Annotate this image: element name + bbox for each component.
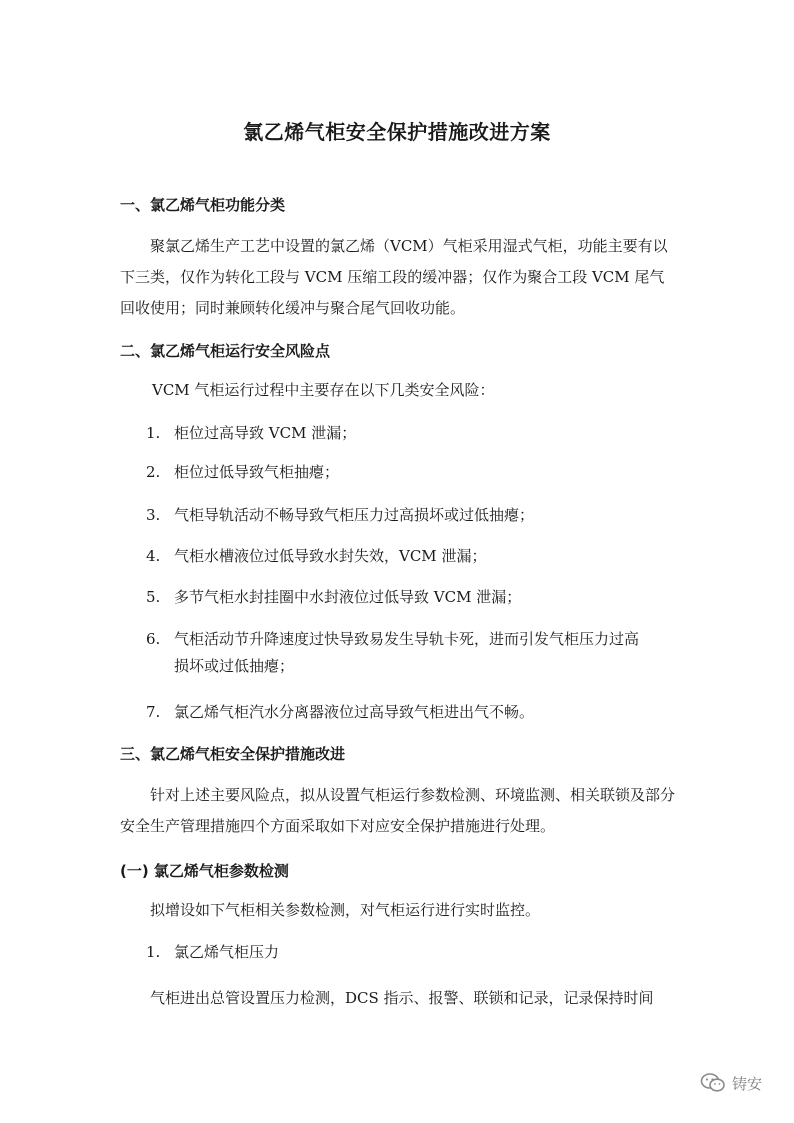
risk-item-5	[146, 584, 676, 611]
risk-item-number: 1.	[146, 424, 161, 442]
risk-item-number: 7.	[146, 703, 161, 721]
risk-item-1	[146, 420, 676, 447]
watermark	[700, 1070, 780, 1096]
risk-item-number: 3.	[146, 506, 161, 524]
risk-item-number: 4.	[146, 547, 161, 565]
parameter-item-number: 1.	[146, 943, 161, 961]
risk-item-text: 气柜水槽液位过低导致水封失效，VCM 泄漏；	[174, 547, 487, 565]
risk-item-number: 5.	[146, 588, 161, 606]
parameter-item-1	[146, 939, 676, 966]
subsection1-intro: 拟增设如下气柜相关参数检测，对气柜运行进行实时监控。	[150, 901, 541, 919]
risk-item-7	[146, 699, 676, 726]
risk-item-3	[146, 502, 676, 529]
section1-body: 聚氯乙烯生产工艺中设置的氯乙烯（VCM）气柜采用湿式气柜，功能主要有以下三类，仅作为转化工段与 VCM 压缩工段的缓冲器；仅作为聚合工段 VCM 尾气回收使用；同时兼顾转化缓冲与聚合尾气回收功能。	[120, 237, 668, 317]
risk-item-text: 柜位过低导致气柜抽瘪；	[174, 463, 340, 481]
parameter-item-text: 氯乙烯气柜压力	[174, 943, 280, 961]
risk-item-4	[146, 543, 676, 570]
subsection1-body: 气柜进出总管设置压力检测，DCS 指示、报警、联锁和记录，记录保持时间	[150, 989, 654, 1007]
risk-item-text: 多节气柜水封挂圈中水封液位过低导致 VCM 泄漏；	[174, 588, 522, 606]
section3-heading: 三、氯乙烯气柜安全保护措施改进	[120, 745, 346, 763]
risk-item-number: 2.	[146, 463, 161, 481]
risk-item-6	[146, 626, 676, 680]
risk-item-text: 柜位过高导致 VCM 泄漏；	[174, 424, 357, 442]
document-title: 氯乙烯气柜安全保护措施改进方案	[243, 120, 551, 144]
risk-item-text: 气柜导轨活动不畅导致气柜压力过高损坏或过低抽瘪；	[174, 506, 535, 524]
risk-item-continuation: 损坏或过低抽瘪；	[174, 657, 295, 675]
section2-heading: 二、氯乙烯气柜运行安全风险点	[120, 342, 331, 360]
section2-intro: VCM 气柜运行过程中主要存在以下几类安全风险：	[152, 381, 495, 399]
risk-item-number: 6.	[146, 630, 161, 648]
section3-body: 针对上述主要风险点，拟从设置气柜运行参数检测、环境监测、相关联锁及部分安全生产管理措施四个方面采取如下对应安全保护措施进行处理。	[120, 786, 676, 835]
watermark-text: 铸安	[732, 1074, 763, 1093]
subsection1-heading: (一) 氯乙烯气柜参数检测	[120, 862, 289, 880]
risk-item-text: 气柜活动节升降速度过快导致易发生导轨卡死，进而引发气柜压力过高	[174, 630, 640, 648]
risk-item-text: 氯乙烯气柜汽水分离器液位过高导致气柜进出气不畅。	[174, 703, 535, 721]
section1-heading: 一、氯乙烯气柜功能分类	[120, 196, 286, 214]
wechat-icon	[700, 1072, 726, 1094]
risk-item-2	[146, 459, 676, 486]
